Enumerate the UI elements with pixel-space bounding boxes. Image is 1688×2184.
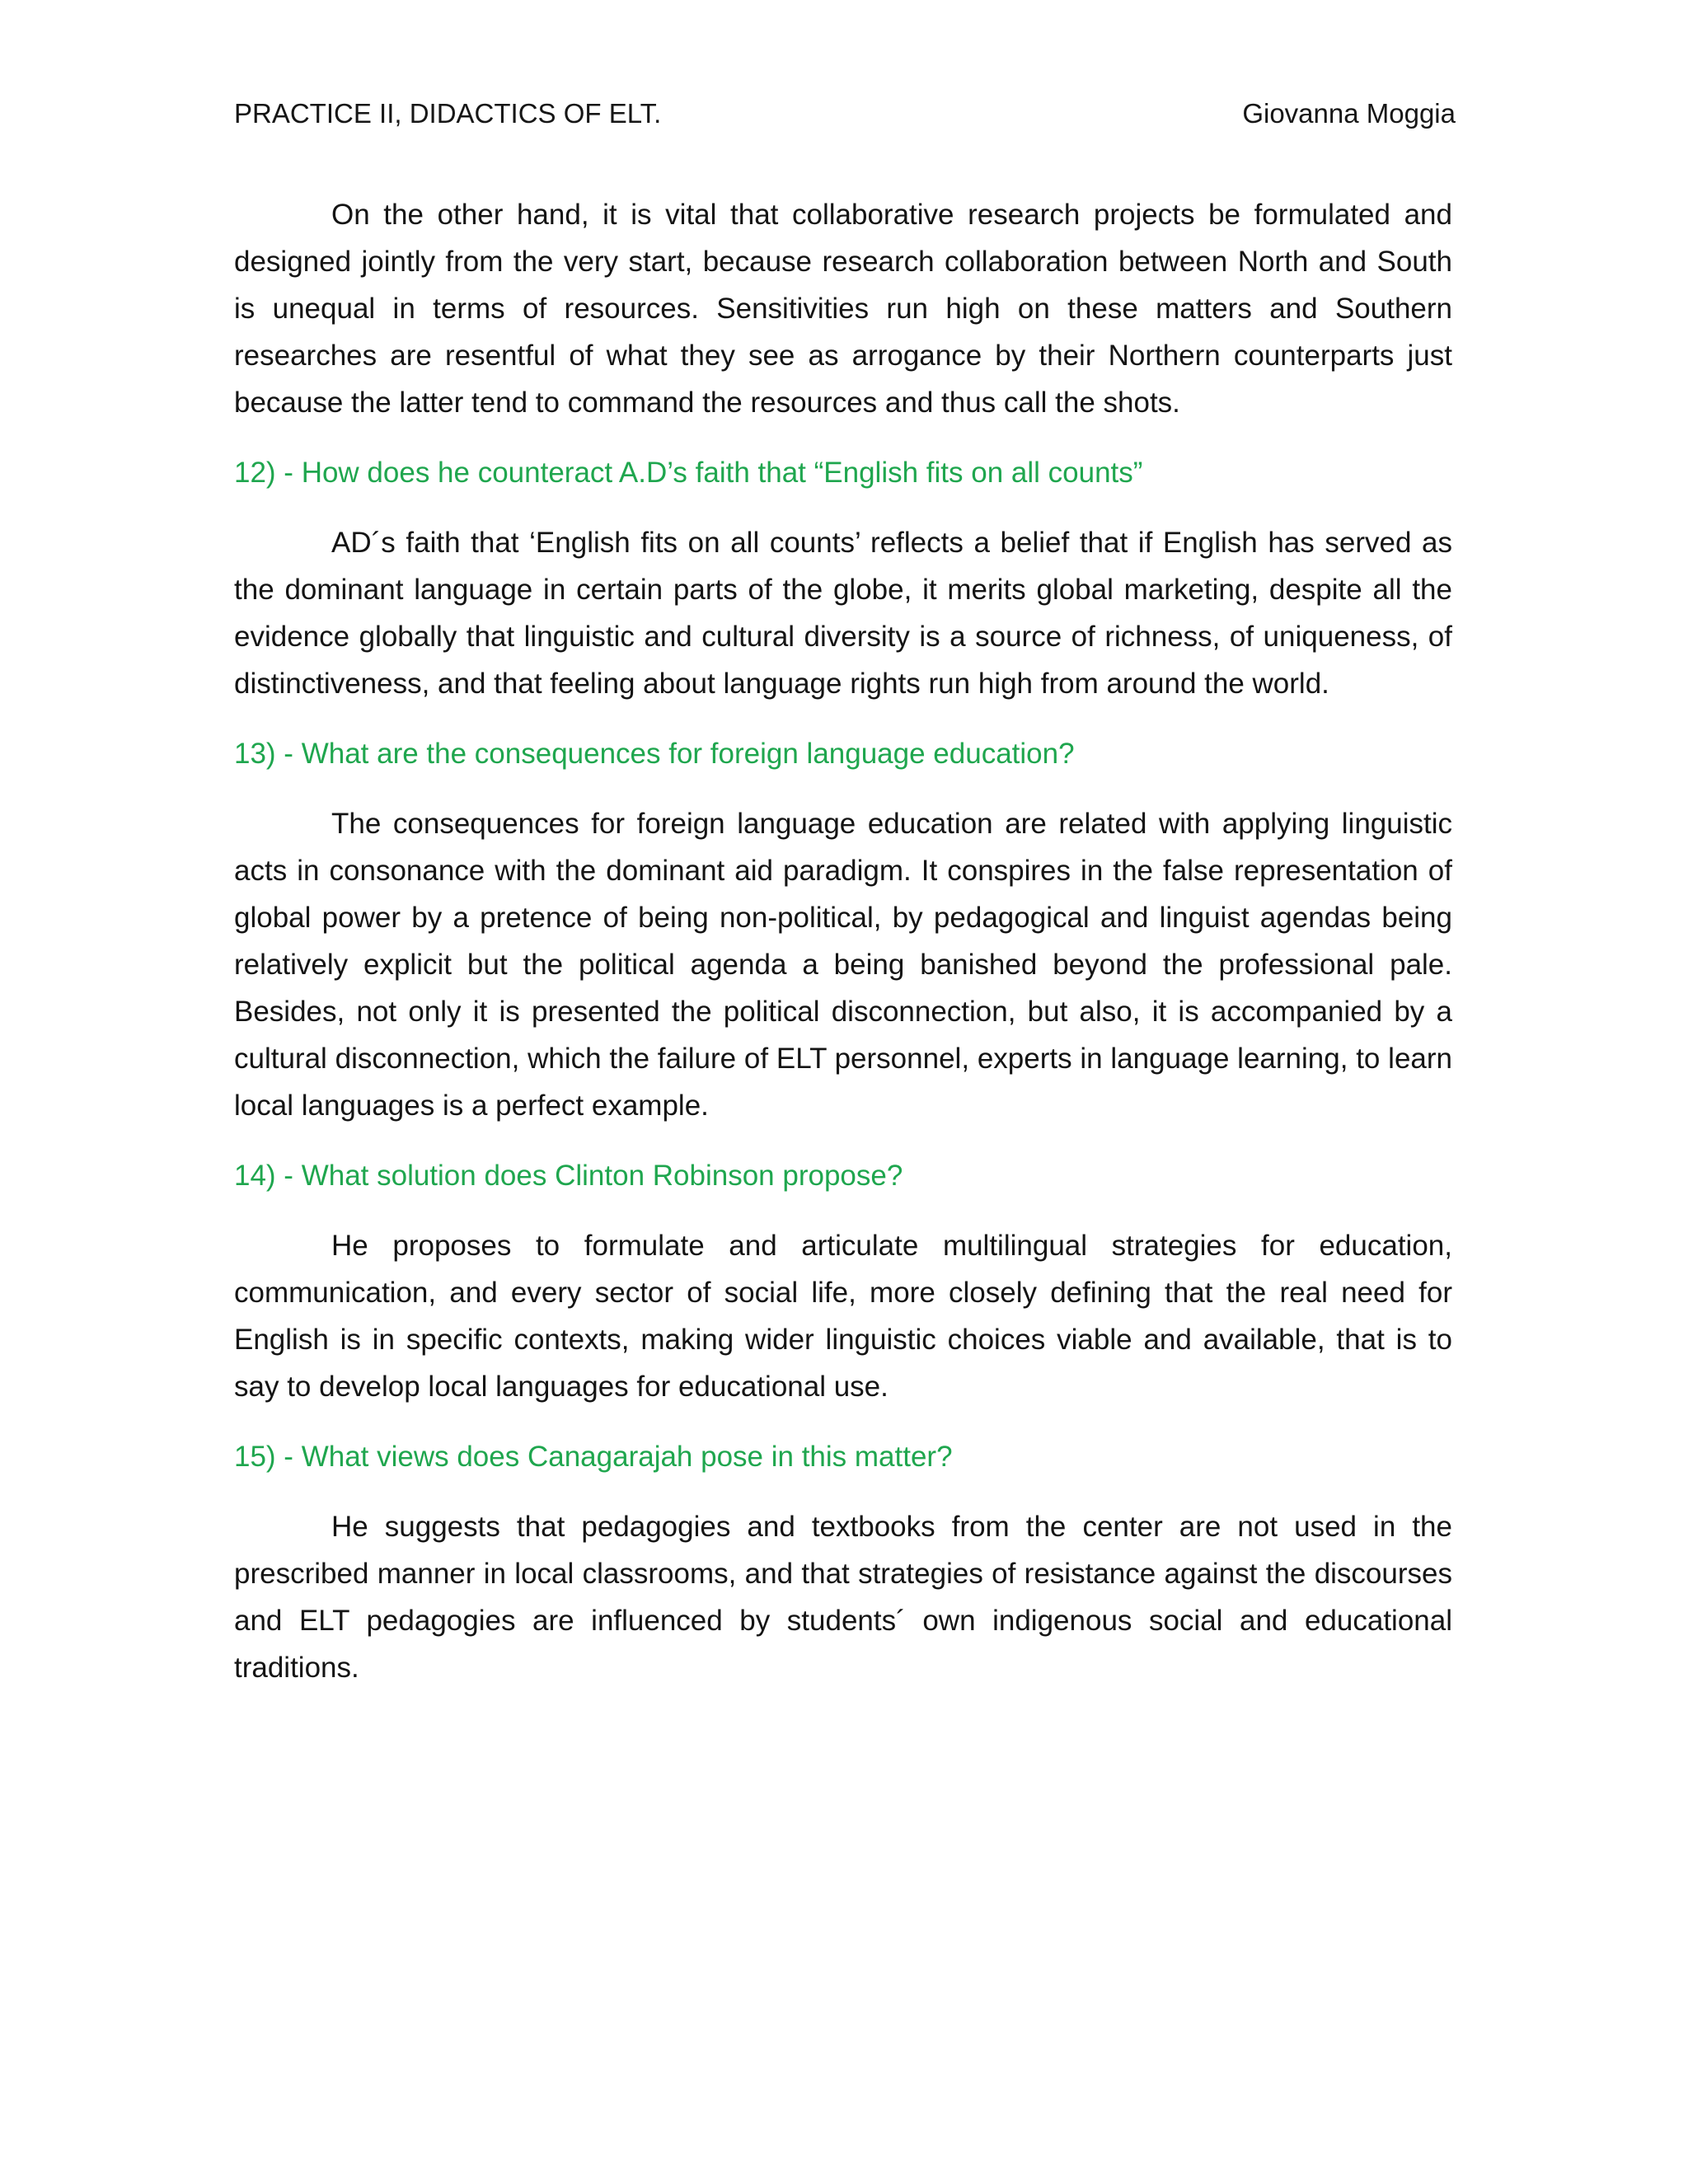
- header-author-name: Giovanna Moggia: [1242, 98, 1456, 129]
- page-header: [234, 96, 1456, 132]
- answer-paragraph: He suggests that pedagogies and textbooks from the center are not used in the prescribed manner in local classrooms, and that strategies of resistance against the discourses and ELT pedagogies are influenced by students´ own indigenous social and educational traditions.: [234, 1511, 1452, 1684]
- answer-paragraph: The consequences for foreign language education are related with applying linguistic acts in consonance with the dominant aid paradigm. It conspires in the false representation of global power by a pretence of being non-political, by pedagogical and linguist agendas being relatively explicit but the political agenda a being banished beyond the professional pale. Besides, not only it is presented the political disconnection, but also, it is accompanied by a cultural disconnection, which the failure of ELT personnel, experts in language learning, to learn local languages is a perfect example.: [234, 808, 1452, 1122]
- question-heading: 13) - What are the consequences for foreign language education?: [234, 738, 1075, 770]
- body-paragraph: On the other hand, it is vital that collaborative research projects be formulated and designed jointly from the very start, because research collaboration between North and South is unequal in terms of resources. Sensitivities run high on these matters and Southern researches are resentful of what they see as arrogance by their Northern counterparts just because the latter tend to command the resources and thus call the shots.: [234, 199, 1452, 419]
- answer-paragraph: AD´s faith that ‘English fits on all counts’ reflects a belief that if English has served as the dominant language in certain parts of the globe, it merits global marketing, despite all the evidence globally that linguistic and cultural diversity is a source of richness, of uniqueness, of distinctiveness, and that feeling about language rights run high from around the world.: [234, 527, 1452, 700]
- question-heading: 12) - How does he counteract A.D’s faith that “English fits on all counts”: [234, 457, 1143, 489]
- document-body: [234, 191, 1452, 1714]
- question-heading: 14) - What solution does Clinton Robinson propose?: [234, 1160, 903, 1192]
- header-course-title: PRACTICE II, DIDACTICS OF ELT.: [234, 98, 662, 129]
- question-heading: 15) - What views does Canagarajah pose in this matter?: [234, 1441, 953, 1473]
- answer-paragraph: He proposes to formulate and articulate multilingual strategies for education, communication, and every sector of social life, more closely defining that the real need for English is in specific contexts, making wider linguistic choices viable and available, that is to say to develop local languages for educational use.: [234, 1230, 1452, 1403]
